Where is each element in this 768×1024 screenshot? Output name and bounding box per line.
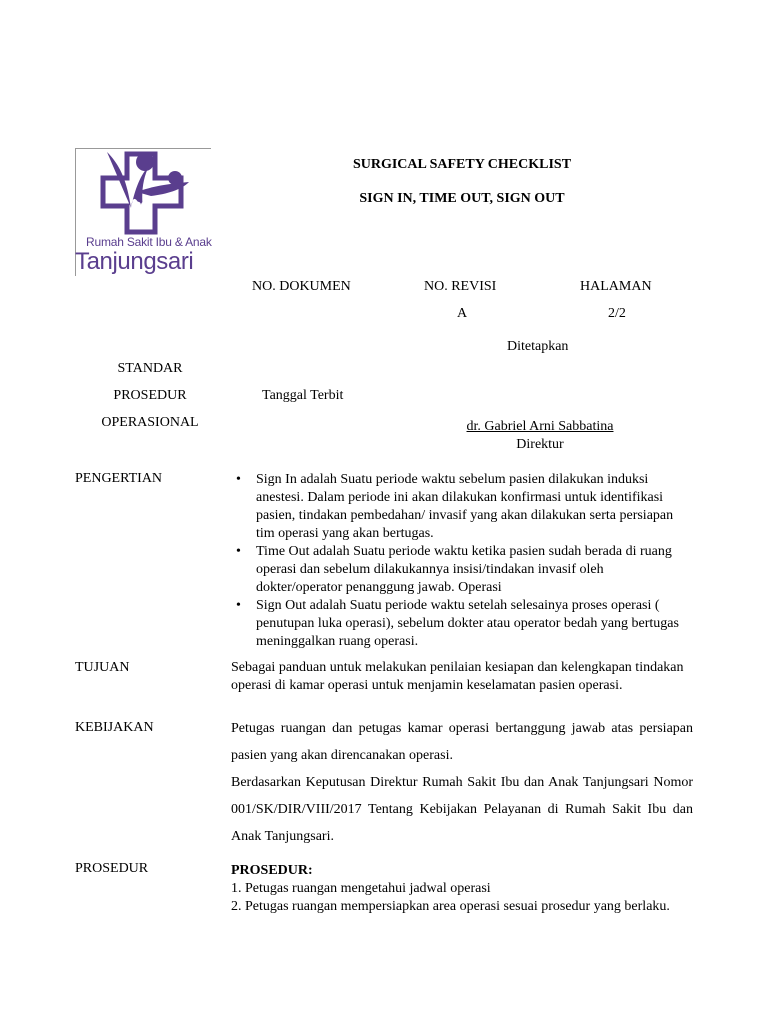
kebijakan-paragraph-2: Berdasarkan Keputusan Direktur Rumah Sakit Ibu dan Anak Tanjungsari Nomor 001/SK/DIR/VIII/2017 Tentang Kebijakan Pelayanan di Rumah Sakit Ibu dan Anak Tanjungsari. <box>231 775 693 844</box>
document-title: SURGICAL SAFETY CHECKLIST <box>352 157 572 172</box>
pengertian-label: PENGERTIAN <box>75 471 163 486</box>
ditetapkan-label: Ditetapkan <box>507 339 569 354</box>
prosedur-heading: PROSEDUR: <box>231 863 313 878</box>
prosedur-step: 1. Petugas ruangan mengetahui jadwal operasi <box>231 881 491 896</box>
pengertian-item: • Time Out adalah Suatu periode waktu ketika pasien sudah berada di ruang operasi dan sebelum dilakukannya insisi/tindakan invasif oleh dokter/operator penanggung jawab. Operasi <box>231 543 693 597</box>
kebijakan-label: KEBIJAKAN <box>75 720 154 735</box>
document-subtitle: SIGN IN, TIME OUT, SIGN OUT <box>359 191 565 206</box>
kebijakan-paragraph-1: Petugas ruangan dan petugas kamar operasi bertanggung jawab atas persiapan pasien yang akan direncanakan operasi. <box>231 721 693 763</box>
signatory-title: Direktur <box>516 437 564 452</box>
spo-line-2: PROSEDUR <box>113 388 187 403</box>
prosedur-step: 2. Petugas ruangan mempersiapkan area operasi sesuai prosedur yang berlaku. <box>231 899 670 914</box>
tujuan-text: Sebagai panduan untuk melakukan penilaian kesiapan dan kelengkapan tindakan operasi di kamar operasi untuk menjamin keselamatan pasien operasi. <box>231 660 684 693</box>
hospital-logo <box>75 148 211 276</box>
tujuan-label: TUJUAN <box>75 660 130 675</box>
pengertian-item: • Sign Out adalah Suatu periode waktu setelah selesainya proses operasi ( penutupan luka operasi), sebelum dokter atau operator bedah yang bertugas meninggalkan ruang operasi. <box>231 597 693 651</box>
tanggal-terbit-label: Tanggal Terbit <box>262 388 344 403</box>
logo-subtitle: Rumah Sakit Ibu & Anak <box>86 235 212 249</box>
halaman-label: HALAMAN <box>580 279 652 294</box>
pengertian-item: • Sign In adalah Suatu periode waktu sebelum pasien dilakukan induksi anestesi. Dalam periode ini akan dilakukan konfirmasi untuk identifikasi pasien, tindakan pembedahan/ invasif yang akan dilakukan serta persiapan tim operasi yang akan bertugas. <box>231 471 693 543</box>
logo-hospital-name: Tanjungsari <box>75 248 194 275</box>
logo-emblem-icon <box>97 148 193 236</box>
pengertian-list <box>231 471 693 651</box>
no-dokumen-label: NO. DOKUMEN <box>252 279 351 294</box>
spo-line-1: STANDAR <box>117 361 183 376</box>
no-revisi-label: NO. REVISI <box>424 279 497 294</box>
prosedur-label: PROSEDUR <box>75 861 149 876</box>
no-revisi-value: A <box>457 306 468 321</box>
halaman-value: 2/2 <box>608 306 626 321</box>
prosedur-block <box>231 862 671 916</box>
spo-line-3: OPERASIONAL <box>101 415 199 430</box>
signatory-name: dr. Gabriel Arni Sabbatina <box>466 419 614 434</box>
